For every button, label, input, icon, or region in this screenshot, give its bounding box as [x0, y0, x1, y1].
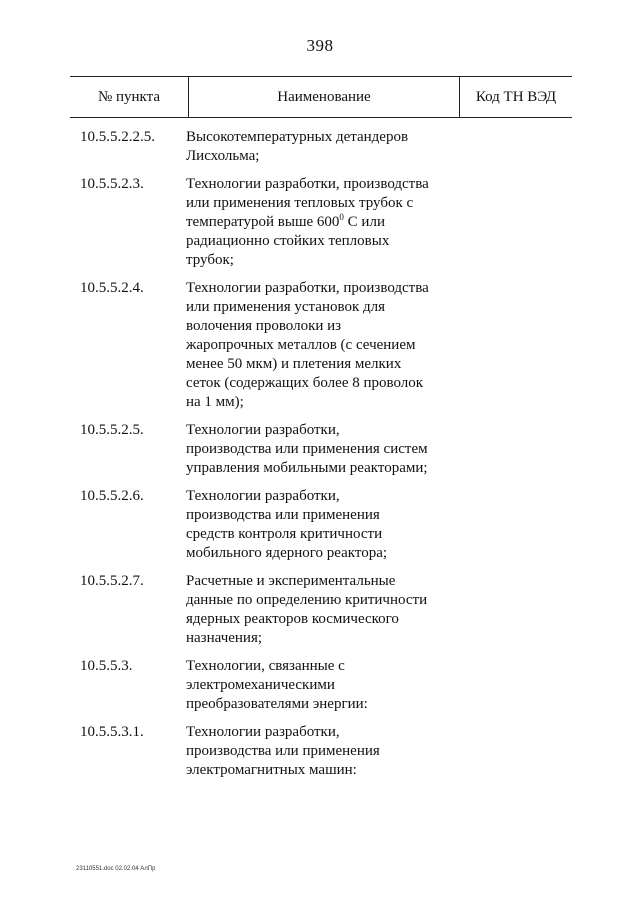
row-number: 10.5.5.2.3.	[80, 176, 144, 192]
row-name-line: Технологии разработки, производства	[186, 176, 429, 192]
row-name-line: жаропрочных металлов (с сечением	[186, 337, 416, 353]
row-name-line: преобразователями энергии:	[186, 696, 368, 712]
row-name-line: производства или применения	[186, 743, 380, 759]
table-row	[80, 175, 560, 270]
row-name-line: Технологии разработки,	[186, 724, 340, 740]
row-name-line: производства или применения	[186, 507, 380, 523]
row-name-line: средств контроля критичности	[186, 526, 383, 542]
row-number: 10.5.5.2.2.5.	[80, 129, 155, 145]
page-number: 398	[306, 36, 334, 55]
row-name-line: электромагнитных машин:	[186, 762, 357, 778]
row-name-line: волочения проволоки из	[186, 318, 342, 334]
row-number: 10.5.5.3.	[80, 658, 133, 674]
row-number: 10.5.5.2.4.	[80, 280, 144, 296]
table-row	[80, 279, 560, 412]
row-number: 10.5.5.2.7.	[80, 573, 144, 589]
row-name	[186, 572, 466, 648]
row-name-line: ядерных реакторов космического	[186, 611, 399, 627]
row-number: 10.5.5.2.5.	[80, 422, 144, 438]
row-name-line: Расчетные и экспериментальные	[186, 573, 396, 589]
row-name-line: менее 50 мкм) и плетения мелких	[186, 356, 402, 372]
row-name-text: температурой выше 600	[186, 214, 340, 230]
row-name-line: производства или применения систем	[186, 441, 428, 457]
table-row	[80, 487, 560, 563]
table-row	[80, 572, 560, 648]
row-name	[186, 279, 466, 412]
table-header	[70, 76, 572, 118]
row-name-line: электромеханическими	[186, 677, 335, 693]
header-name: Наименование	[188, 77, 460, 117]
row-name-line: Технологии разработки,	[186, 488, 340, 504]
row-name	[186, 723, 466, 780]
row-number: 10.5.5.2.6.	[80, 488, 144, 504]
row-name-line: назначения;	[186, 630, 263, 646]
row-name	[186, 128, 466, 166]
document-footer: 23110551.doc 02.02.04 АлПр	[76, 866, 156, 872]
table-row	[80, 421, 560, 478]
row-name	[186, 421, 466, 478]
table-row	[80, 128, 560, 166]
row-name-line: управления мобильными реакторами;	[186, 460, 428, 476]
row-name-line: Высокотемпературных детандеров	[186, 129, 409, 145]
table-row	[80, 657, 560, 714]
row-name	[186, 175, 466, 270]
row-name-line: трубок;	[186, 252, 234, 268]
row-name-text: С или	[343, 214, 385, 230]
row-name	[186, 487, 466, 563]
header-code: Код ТН ВЭД	[475, 89, 557, 105]
row-name-line: или применения установок для	[186, 299, 385, 315]
row-name-line: Технологии, связанные с	[186, 658, 345, 674]
row-name-line: Технологии разработки, производства	[186, 280, 429, 296]
row-name-line: Лисхольма;	[186, 148, 260, 164]
row-name-line: на 1 мм);	[186, 394, 244, 410]
row-name-line	[186, 213, 466, 232]
row-name	[186, 657, 466, 714]
row-name-line: Технологии разработки,	[186, 422, 340, 438]
table-row	[80, 723, 560, 780]
degree-superscript: 0	[339, 212, 344, 222]
row-name-line: радиационно стойких тепловых	[186, 233, 390, 249]
row-name-line: сеток (содержащих более 8 проволок	[186, 375, 424, 391]
row-name-line: или применения тепловых трубок с	[186, 195, 414, 211]
header-item-number: № пункта	[97, 89, 161, 105]
row-name-line: данные по определению критичности	[186, 592, 428, 608]
table-body	[80, 128, 560, 789]
row-number: 10.5.5.3.1.	[80, 724, 144, 740]
row-name-line: мобильного ядерного реактора;	[186, 545, 388, 561]
